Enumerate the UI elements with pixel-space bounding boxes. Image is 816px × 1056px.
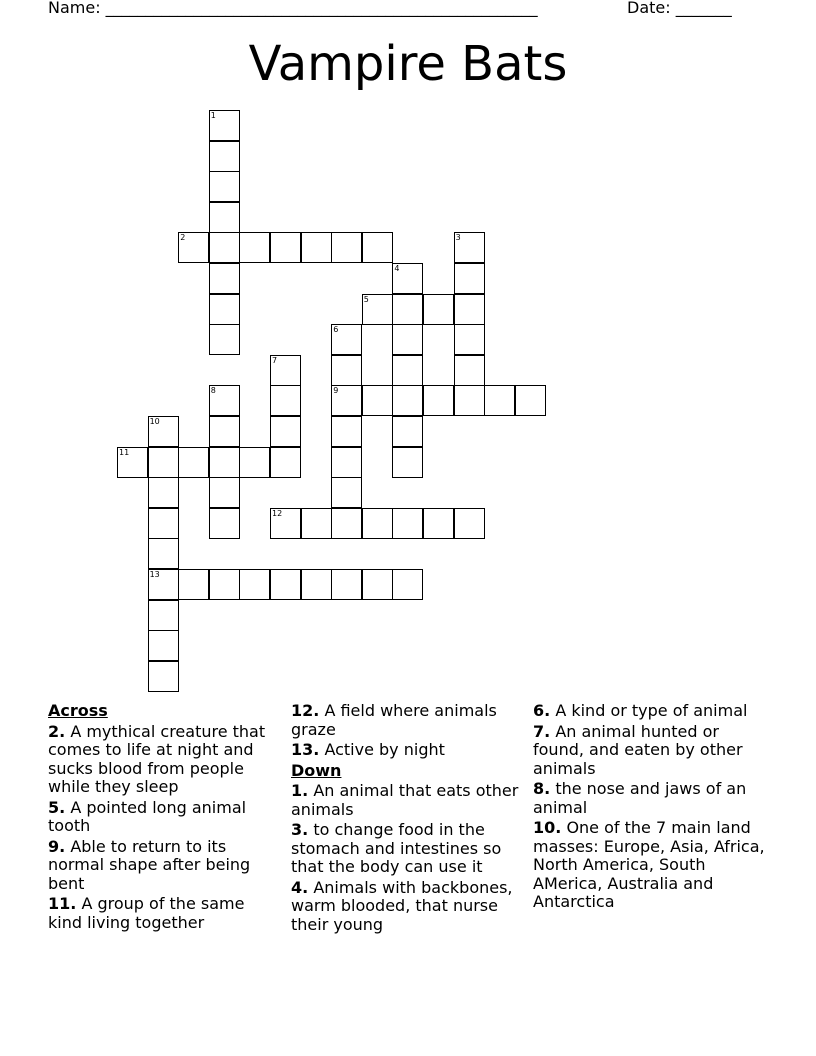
crossword-cell[interactable] <box>331 477 362 508</box>
crossword-cell[interactable] <box>148 477 179 508</box>
clue-item <box>48 838 280 894</box>
crossword-cell[interactable] <box>454 294 485 325</box>
crossword-cell[interactable] <box>423 385 454 416</box>
clue-number: 5. <box>48 797 66 817</box>
cell-number: 10 <box>149 417 160 426</box>
crossword-cell[interactable] <box>392 263 423 294</box>
crossword-cell[interactable] <box>148 538 179 569</box>
clue-number: 8. <box>533 779 551 798</box>
clue-item <box>533 780 765 817</box>
crossword-cell[interactable] <box>209 447 240 478</box>
clue-number: 9. <box>48 836 66 856</box>
clue-column-1 <box>48 702 280 934</box>
clue-number: 10. <box>533 818 562 837</box>
clue-text: An animal hunted or found, and eaten by other animals <box>533 721 743 778</box>
crossword-cell[interactable] <box>362 385 393 416</box>
crossword-cell[interactable] <box>239 232 270 263</box>
crossword-cell[interactable] <box>362 232 393 263</box>
clue-item <box>291 782 523 819</box>
clue-number: 7. <box>533 721 551 741</box>
crossword-cell[interactable] <box>392 355 423 386</box>
crossword-cell[interactable] <box>117 447 148 478</box>
crossword-cell[interactable] <box>178 447 209 478</box>
date-field-label: Date: _______ <box>627 0 732 17</box>
crossword-cell[interactable] <box>209 141 240 172</box>
cell-number: 2 <box>180 233 186 243</box>
crossword-cell[interactable] <box>148 569 179 600</box>
crossword-cell[interactable] <box>148 600 179 631</box>
crossword-cell[interactable] <box>270 355 301 386</box>
clue-column-2 <box>291 702 523 936</box>
crossword-cell[interactable] <box>270 416 301 447</box>
crossword-cell[interactable] <box>148 508 179 539</box>
crossword-cell[interactable] <box>331 447 362 478</box>
crossword-cell[interactable] <box>209 416 240 447</box>
crossword-cell[interactable] <box>209 110 240 141</box>
section-heading-across: Across <box>48 701 108 720</box>
crossword-cell[interactable] <box>148 416 179 447</box>
clue-item <box>291 879 523 935</box>
crossword-cell[interactable] <box>454 355 485 386</box>
clue-item <box>291 821 523 877</box>
crossword-cell[interactable] <box>331 385 362 416</box>
clue-text: Animals with backbones, warm blooded, that nurse their young <box>291 877 513 934</box>
crossword-cell[interactable] <box>209 508 240 539</box>
clue-text: One of the 7 main land masses: Europe, Asia, Africa, North America, South AMerica, Australia and Antarctica <box>533 818 765 911</box>
clue-number: 3. <box>291 820 309 839</box>
crossword-cell[interactable] <box>392 508 423 539</box>
crossword-cell[interactable] <box>392 324 423 355</box>
crossword-cell[interactable] <box>301 508 332 539</box>
clue-text: Able to return to its normal shape after being bent <box>48 836 251 893</box>
clue-number: 11. <box>48 894 77 913</box>
cell-number: 9 <box>333 386 339 396</box>
crossword-cell[interactable] <box>454 385 485 416</box>
crossword-cell[interactable] <box>331 416 362 447</box>
crossword-cell[interactable] <box>301 232 332 263</box>
crossword-cell[interactable] <box>331 324 362 355</box>
clue-text: A field where animals graze <box>291 701 497 739</box>
crossword-cell[interactable] <box>331 232 362 263</box>
crossword-cell[interactable] <box>454 232 485 263</box>
clue-text: A mythical creature that comes to life at night and sucks blood from people while they sleep <box>48 721 266 796</box>
cell-number: 8 <box>210 386 216 396</box>
crossword-cell[interactable] <box>270 232 301 263</box>
crossword-cell[interactable] <box>209 569 240 600</box>
cell-number: 12 <box>272 508 283 518</box>
clue-text: An animal that eats other animals <box>291 781 519 819</box>
crossword-cell[interactable] <box>270 385 301 416</box>
clue-text: A group of the same kind living together <box>48 894 245 932</box>
crossword-cell[interactable] <box>392 385 423 416</box>
crossword-cell[interactable] <box>454 508 485 539</box>
cell-number: 7 <box>272 355 278 365</box>
crossword-cell[interactable] <box>209 263 240 294</box>
clue-text: to change food in the stomach and intestines so that the body can use it <box>291 820 502 876</box>
clue-text: Active by night <box>324 740 445 759</box>
clue-item <box>291 741 523 760</box>
clue-text: A kind or type of animal <box>555 701 748 720</box>
clue-item <box>48 799 280 836</box>
crossword-cell[interactable] <box>392 569 423 600</box>
clue-item <box>533 819 765 912</box>
crossword-cell[interactable] <box>331 569 362 600</box>
clue-number: 12. <box>291 701 320 720</box>
crossword-cell[interactable] <box>392 294 423 325</box>
clue-number: 2. <box>48 721 66 741</box>
name-field-label: Name: ______________________________________________________ <box>48 0 538 17</box>
cell-number: 3 <box>455 233 461 243</box>
crossword-cell[interactable] <box>423 508 454 539</box>
cell-number: 13 <box>149 570 160 579</box>
crossword-cell[interactable] <box>270 508 301 539</box>
crossword-cell[interactable] <box>209 202 240 233</box>
crossword-cell[interactable] <box>239 569 270 600</box>
crossword-cell[interactable] <box>362 569 393 600</box>
clue-number: 4. <box>291 877 309 897</box>
crossword-cell[interactable] <box>209 477 240 508</box>
crossword-cell[interactable] <box>239 447 270 478</box>
clue-text: A pointed long animal tooth <box>48 797 247 835</box>
clue-item <box>533 702 765 721</box>
crossword-cell[interactable] <box>178 232 209 263</box>
crossword-cell[interactable] <box>178 569 209 600</box>
crossword-cell[interactable] <box>392 416 423 447</box>
crossword-cell[interactable] <box>331 355 362 386</box>
clue-item <box>533 723 765 779</box>
clue-number: 1. <box>291 781 309 800</box>
crossword-cell[interactable] <box>270 569 301 600</box>
crossword-cell[interactable] <box>209 324 240 355</box>
crossword-cell[interactable] <box>515 385 546 416</box>
crossword-cell[interactable] <box>209 294 240 325</box>
crossword-cell[interactable] <box>148 630 179 661</box>
crossword-cell[interactable] <box>270 447 301 478</box>
crossword-cell[interactable] <box>454 324 485 355</box>
crossword-cell[interactable] <box>392 447 423 478</box>
crossword-cell[interactable] <box>362 294 393 325</box>
crossword-cell[interactable] <box>454 263 485 294</box>
cell-number: 1 <box>210 111 216 120</box>
crossword-cell[interactable] <box>209 232 240 263</box>
crossword-cell[interactable] <box>331 508 362 539</box>
crossword-cell[interactable] <box>484 385 515 416</box>
clue-item <box>48 723 280 797</box>
clue-item <box>48 895 280 932</box>
clue-column-3 <box>533 702 765 914</box>
clue-number: 13. <box>291 740 320 759</box>
crossword-cell[interactable] <box>423 294 454 325</box>
section-heading-down: Down <box>291 760 342 780</box>
cell-number: 4 <box>394 264 400 273</box>
cell-number: 5 <box>363 294 369 304</box>
crossword-cell[interactable] <box>209 171 240 202</box>
clue-item <box>291 702 523 739</box>
crossword-cell[interactable] <box>301 569 332 600</box>
cell-number: 6 <box>333 325 339 335</box>
clue-text: the nose and jaws of an animal <box>533 779 747 817</box>
crossword-cell[interactable] <box>362 508 393 539</box>
clue-number: 6. <box>533 701 551 720</box>
cell-number: 11 <box>119 447 130 457</box>
page-title: Vampire Bats <box>248 36 568 92</box>
crossword-cell[interactable] <box>148 447 179 478</box>
crossword-cell[interactable] <box>148 661 179 692</box>
crossword-cell[interactable] <box>209 385 240 416</box>
